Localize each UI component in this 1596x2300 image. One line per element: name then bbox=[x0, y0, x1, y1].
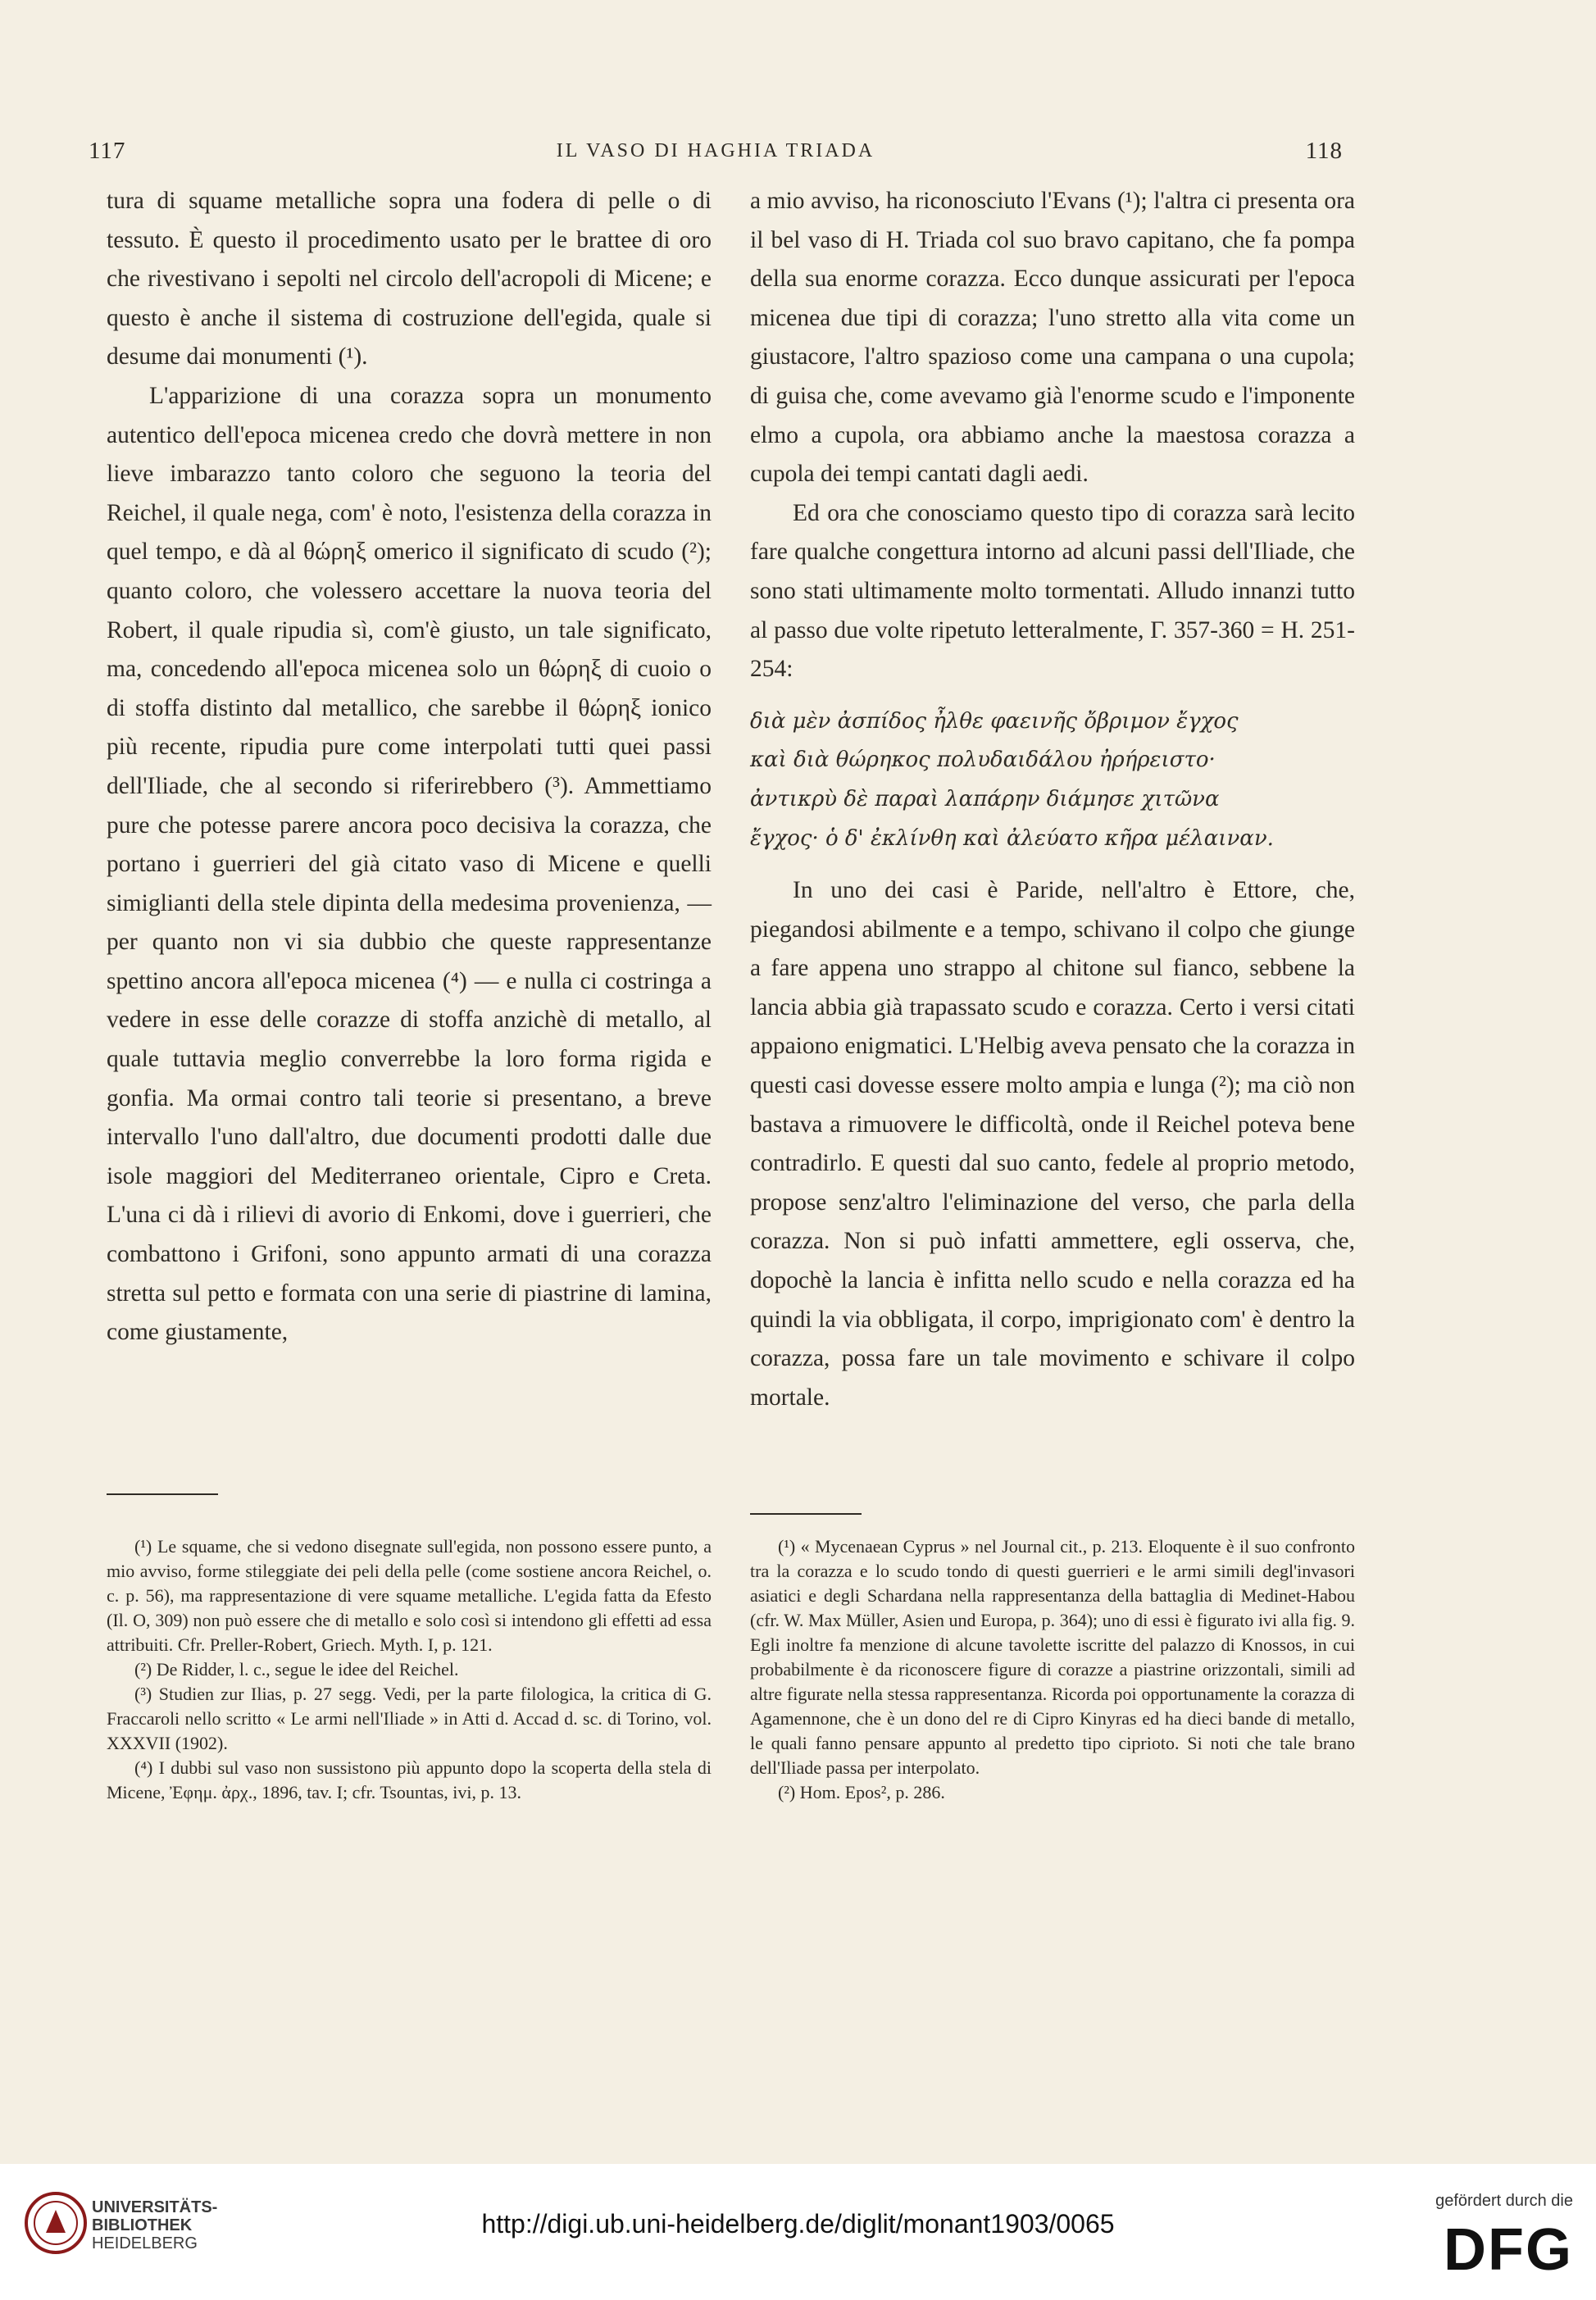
page-number-left: 117 bbox=[89, 138, 126, 164]
running-title: IL VASO DI HAGHIA TRIADA bbox=[556, 140, 875, 161]
footnote: (¹) « Mycenaean Cyprus » nel Journal cit., p. 213. Eloquente è il suo confronto tra la corazza e lo scudo tondo di questi guerrieri e le armi simili degl'invasori asiatici e degli Schardana nella rappresentanza della battaglia di Medinet-Habou (cfr. W. Max Müller, Asien und Europa, p. 364); uno di essi è figurato ivi alla fig. 9. Egli inoltre fa menzione di alcune tavolette iscritte del palazzo di Knossos, in cui probabilmente è da riconoscere figure di corazze a piastrine orizzontali, simili ad altre figurate nella stessa rappresentanza. Ricorda poi opportunamente la corazza di Agamennone, che è un dono del re di Cipro Kinyras ed ha dieci bande di metallo, le quali fanno pensare appunto al predetto tipo ciprioto. Si noti che tale brano dell'Iliade passa per interpolato. bbox=[750, 1536, 1355, 1778]
footnote-rule bbox=[750, 1513, 862, 1515]
paragraph: a mio avviso, ha riconosciuto l'Evans (¹); l'altra ci presenta ora il bel vaso di H. Triada col suo bravo capitano, che fa pompa della sua enorme corazza. Ecco dunque assicurati per l'epoca micenea due tipi di corazza; l'uno stretto alla vita come un giustacore, l'altro spazioso come una campana o una cupola; di guisa che, come avevamo già l'enorme scudo e l'imponente elmo a cupola, ora abbiamo anche la maestosa corazza a cupola dei tempi cantati dagli aedi. bbox=[750, 188, 1355, 488]
dfg-logo: DFG bbox=[1444, 2217, 1573, 2283]
paragraph: L'apparizione di una corazza sopra un monumento autentico dell'epoca micenea credo che dovrà mettere in non lieve imbarazzo tanto coloro che seguono la teoria del Reichel, il quale nega, com' è noto, l'esistenza della corazza in quel tempo, e dà al θώρηξ omerico il significato di scudo (²); quanto coloro, che volessero accettare la nuova teoria del Robert, il quale ripudia sì, com'è giusto, un tale significato, ma, concedendo all'epoca micenea solo un θώρηξ di cuoio o di stoffa distinto dal metallico, che sarebbe il θώρηξ ionico più recente, ripudia pure come interpolati tutti quei passi dell'Iliade, che al secondo si riferirebbero (³). Ammettiamo pure che potesse parere ancora poco decisiva la corazza, che portano i guerrieri del già citato vaso di Micene e quelli simiglianti della stele dipinta della medesima provenienza, — per quanto non vi sia dubbio che queste rappresentanze spettino ancora all'epoca micenea (⁴) — e nulla ci costringa a vedere in esse delle corazze di stoffa anzichè di metallo, al quale tuttavia meglio converrebbe la loro forma rigida e gonfia. Ma ormai contro tali teorie si presentano, a breve intervallo l'uno dall'altro, due documenti prodotti dalle due isole maggiori del Mediterraneo orientale, Cipro e Creta. L'una ci dà i rilievi di avorio di Enkomi, dove i guerrieri, che combattono i Grifoni, sono appunto armati di una corazza stretta sul petto e formata con una serie di piastrine di lamina, come giustamente, bbox=[107, 382, 712, 1346]
footnote: (²) Hom. Epos², p. 286. bbox=[778, 1782, 945, 1802]
paragraph: tura di squame metalliche sopra una fodera di pelle o di tessuto. È questo il procedimento usato per le brattee di oro che rivestivano i sepolti nel circolo dell'acropoli di Micene; e questo è anche il sistema di costruzione dell'egida, quale si desume dai monumenti (¹). bbox=[107, 188, 712, 370]
greek-quotation bbox=[750, 702, 1355, 858]
greek-verse: ἔγχος· ὁ δ' ἐκλίνθη καὶ ἀλεύατο κῆρα μέλαιναν. bbox=[750, 825, 1274, 851]
greek-verse: ἀντικρὺ δὲ παραὶ λαπάρην διάμησε χιτῶνα bbox=[750, 786, 1220, 811]
footnotes-right bbox=[750, 1534, 1355, 1805]
greek-verse: καὶ διὰ θώρηκος πολυδαιδάλου ἠρήρειστο· bbox=[750, 748, 1216, 773]
footnote: (¹) Le squame, che si vedono disegnate sull'egida, non possono essere punto, a mio avviso, forme stileggiate dei peli della pelle (come sostiene ancora Reichel, o. c. p. 56), ma rappresentazione di vere squame metalliche. L'egida fatta da Efesto (Il. O, 309) non può essere che di metallo e solo così si intendono gli effetti ad essa attribuiti. Cfr. Preller-Robert, Griech. Myth. I, p. 121. bbox=[107, 1536, 712, 1655]
right-column bbox=[750, 182, 1355, 1417]
library-name: UNIVERSITÄTS- BIBLIOTHEK HEIDELBERG bbox=[92, 2198, 218, 2252]
paragraph: Ed ora che conosciamo questo tipo di corazza sarà lecito fare qualche congettura intorno ad alcuni passi dell'Iliade, che sono stati ultimamente molto tormentati. Alludo innanzi tutto al passo due volte ripetuto letteralmente, Γ. 357-360 = Η. 251-254: bbox=[750, 499, 1355, 683]
left-column bbox=[107, 182, 712, 1352]
funding-note: gefördert durch die bbox=[1435, 2192, 1573, 2210]
footnotes-left bbox=[107, 1534, 712, 1805]
paragraph: In uno dei casi è Paride, nell'altro è Ettore, che, piegandosi abilmente e a tempo, schivano il colpo che giunge a fare appena uno strappo al chitone sul fianco, sebbene la lancia abbia già trapassato scudo e corazza. Certo i versi citati appaiono enigmatici. L'Helbig aveva pensato che la corazza in questi casi dovesse essere molto ampia e lunga (²); ma ciò non bastava a rimuovere le difficoltà, onde il Reichel poteva bene contradirlo. E questi dal suo canto, fedele al proprio metodo, propose senz'altro l'eliminazione del verso, che parla della corazza. Non si può infatti ammettere, egli osserva, che, dopochè la lancia è infitta nello scudo e nella corazza ed ha quindi la via obbligata, il corpo, imprigionato com' è dentro la corazza, possa fare un tale movimento e schivare il colpo mortale. bbox=[750, 877, 1355, 1411]
page-number-right: 118 bbox=[1305, 138, 1343, 164]
footnote-rule bbox=[107, 1493, 218, 1495]
greek-verse: διὰ μὲν ἀσπίδος ἦλθε φαεινῆς ὄβριμον ἔγχος bbox=[750, 708, 1239, 734]
source-url-link[interactable]: http://digi.ub.uni-heidelberg.de/diglit/monant1903/0065 bbox=[481, 2209, 1115, 2239]
running-header bbox=[89, 138, 1343, 170]
footnote: (³) Studien zur Ilias, p. 27 segg. Vedi, per la parte filologica, la critica di G. Fraccaroli nello scritto « Le armi nell'Iliade » in Atti d. Accad d. sc. di Torino, vol. XXXVII (1902). bbox=[107, 1684, 712, 1753]
footnote: (²) De Ridder, l. c., segue le idee del Reichel. bbox=[134, 1659, 459, 1680]
footnote: (⁴) I dubbi sul vaso non sussistono più appunto dopo la scoperta della stela di Micene, Ἐφημ. ἀρχ., 1896, tav. I; cfr. Tsountas, ivi, p. 13. bbox=[107, 1757, 712, 1802]
